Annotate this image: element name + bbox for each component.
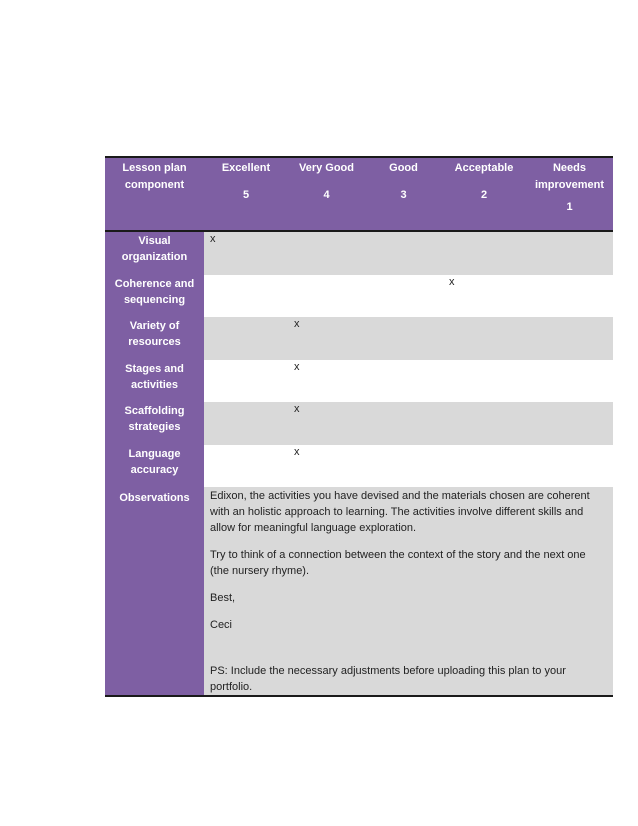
row-component-label: Visual organization: [105, 232, 204, 275]
observation-paragraph: Edixon, the activities you have devised and the materials chosen are coherent with an holistic approach to learning. The activities involve different skills and allow for meaningful language exploration.: [210, 490, 590, 534]
header-level-score: 4: [323, 188, 330, 201]
header-level-label: Excellent: [221, 162, 271, 174]
header-level-score: 5: [242, 188, 250, 201]
header-component-label: Lesson plan component: [122, 162, 187, 191]
rubric-row: [105, 402, 613, 445]
header-level-label: Good: [389, 162, 418, 174]
rating-mark: x: [294, 360, 300, 373]
observations-label: Observations: [105, 487, 204, 695]
header-needs-improvement: [526, 158, 613, 230]
header-level-score: 2: [480, 188, 488, 201]
rating-mark: x: [294, 403, 300, 415]
header-row: [105, 158, 613, 232]
rating-mark: x: [294, 318, 300, 330]
rubric-row: [105, 275, 613, 318]
row-component-label: Language accuracy: [105, 445, 204, 488]
rating-mark: x: [210, 233, 216, 245]
row-component-label: Stages and activities: [105, 360, 204, 403]
observation-signature: Ceci: [210, 619, 233, 631]
rubric-row: [105, 360, 613, 403]
row-component-label: Coherence and sequencing: [105, 275, 204, 318]
header-acceptable: [442, 158, 526, 230]
row-component-label: Scaffolding strategies: [105, 402, 204, 445]
header-level-label: Very Good: [298, 162, 355, 174]
header-very-good: [288, 158, 365, 230]
header-excellent: [204, 158, 288, 230]
observations-row: [105, 487, 613, 695]
rubric-row: [105, 232, 613, 275]
header-good: [365, 158, 442, 230]
observations-text: [204, 487, 613, 695]
observation-closing: Best,: [210, 592, 236, 604]
rubric-row: [105, 317, 613, 360]
rating-mark: x: [449, 275, 455, 288]
observation-postscript: PS: Include the necessary adjustments before uploading this plan to your portfolio.: [210, 665, 566, 693]
header-level-score: 1: [566, 201, 573, 213]
rating-mark: x: [294, 445, 300, 458]
observation-paragraph: Try to think of a connection between the context of the story and the next one (the nursery rhyme).: [210, 549, 586, 577]
header-component: [105, 158, 204, 230]
rubric-row: [105, 445, 613, 488]
header-level-label: Acceptable: [454, 162, 514, 174]
rubric-table: [105, 156, 613, 697]
header-level-score: 3: [400, 188, 407, 201]
header-level-label: Needs improvement: [534, 162, 605, 191]
row-component-label: Variety of resources: [105, 317, 204, 360]
